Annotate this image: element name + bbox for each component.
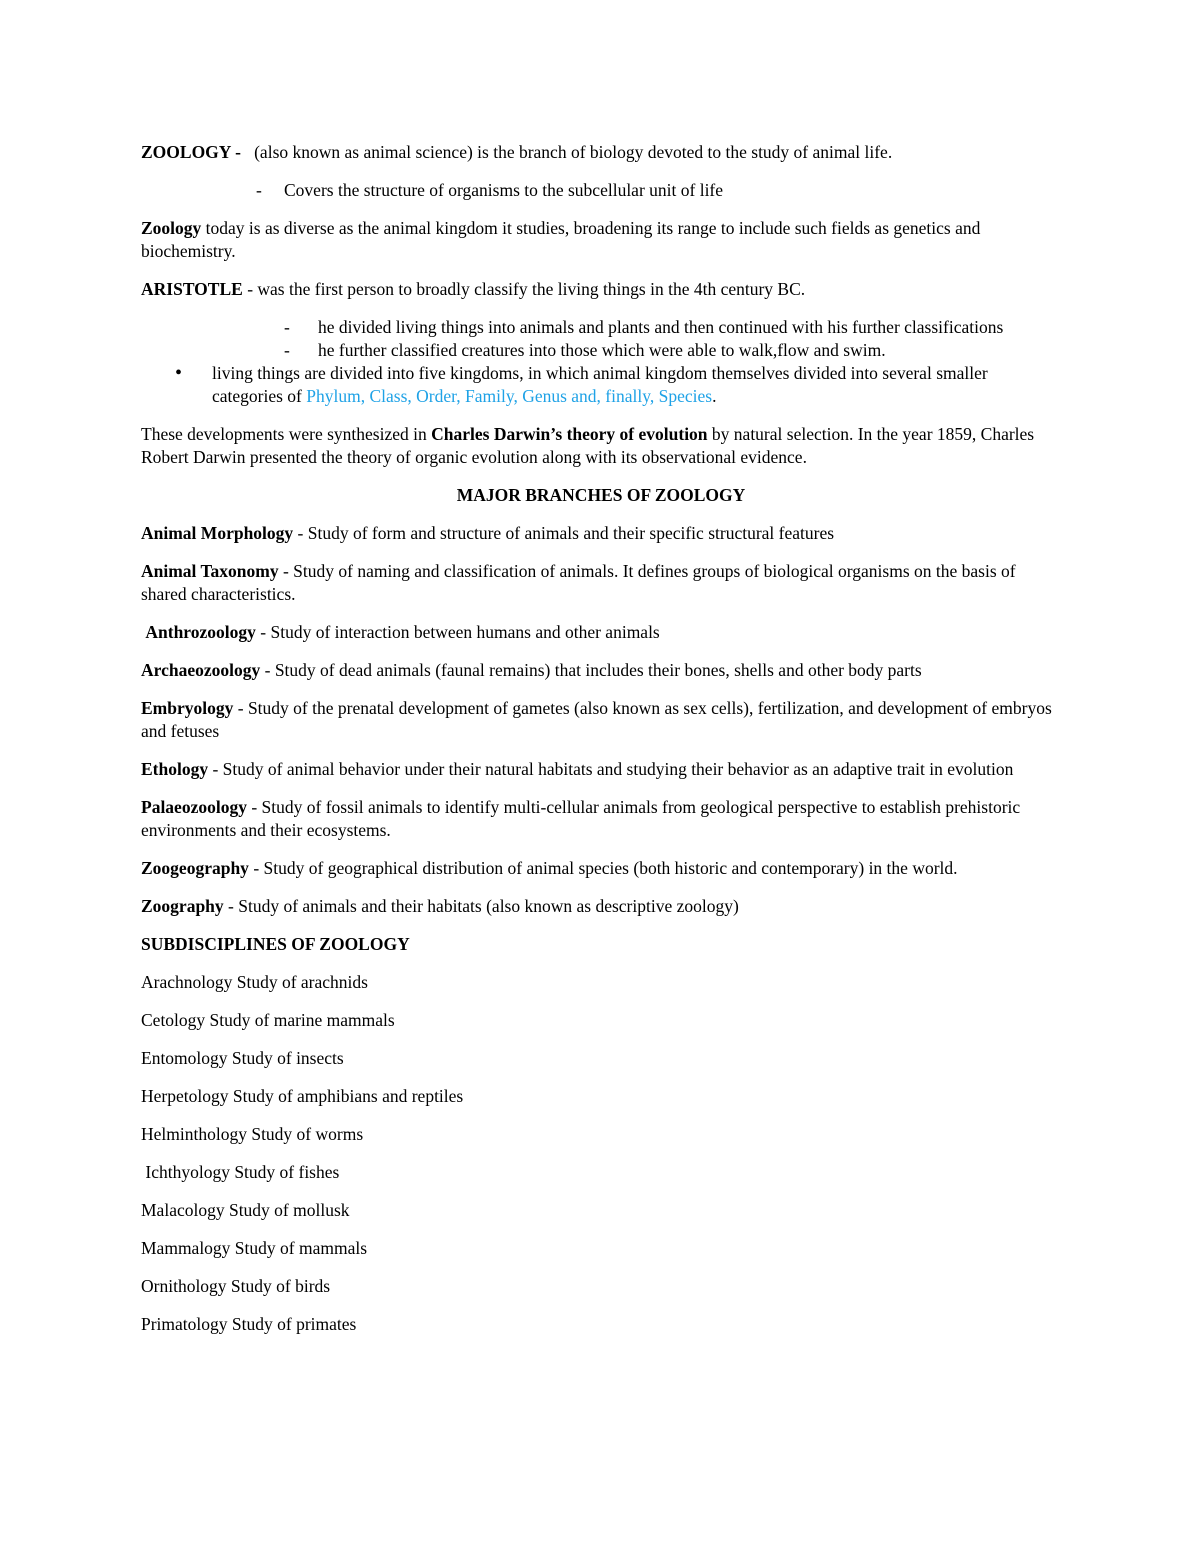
branch-term: Zoography xyxy=(141,896,224,916)
subdiscipline-item: Herpetology Study of amphibians and reptiles xyxy=(141,1086,464,1106)
subdiscipline-item: Entomology Study of insects xyxy=(141,1048,344,1068)
subdiscipline-item: Primatology Study of primates xyxy=(141,1314,357,1334)
aristotle-point-text: he divided living things into animals and plants and then continued with his further classifications xyxy=(318,317,1004,337)
zoology-term: ZOOLOGY - xyxy=(141,142,241,162)
aristotle-point xyxy=(284,316,1061,339)
bullet-text: living things are divided into five kingdoms, in which animal kingdom themselves divided into several smaller categories of xyxy=(212,363,988,406)
branch-term: Ethology xyxy=(141,759,209,779)
branch-text: - Study of form and structure of animals and their specific structural features xyxy=(297,523,835,543)
subdiscipline-text: Ichthyology Study of fishes xyxy=(145,1162,340,1182)
branch-term: Anthrozoology xyxy=(145,622,256,642)
branch-item xyxy=(141,758,1061,781)
kingdom-bullet xyxy=(141,362,1061,408)
branch-text: - Study of the prenatal development of gametes (also known as sex cells), fertilization, and development of embryos and fetuses xyxy=(141,698,1052,741)
branch-text: - Study of naming and classification of animals. It defines groups of biological organisms on the basis of shared characteristics. xyxy=(141,561,1016,604)
branch-term: Animal Taxonomy xyxy=(141,561,279,581)
branch-term: Zoogeography xyxy=(141,858,249,878)
darwin-pre: These developments were synthesized in xyxy=(141,424,427,444)
branch-term: Archaeozoology xyxy=(141,660,261,680)
subdisciplines-list xyxy=(141,971,1061,1336)
subdiscipline-item: Helminthology Study of worms xyxy=(141,1124,364,1144)
aristotle-term: ARISTOTLE xyxy=(141,279,243,299)
branch-term: Palaeozoology xyxy=(141,797,247,817)
branch-text: - Study of dead animals (faunal remains) that includes their bones, shells and other body parts xyxy=(264,660,922,680)
branch-term: Animal Morphology xyxy=(141,523,294,543)
taxonomy-ranks: Phylum, Class, Order, Family, Genus and, finally, Species xyxy=(306,386,713,406)
aristotle-point xyxy=(284,339,1061,362)
branch-term: Embryology xyxy=(141,698,234,718)
branch-text: - Study of geographical distribution of animal species (both historic and contemporary) in the world. xyxy=(253,858,958,878)
dash-item-text: Covers the structure of organisms to the subcellular unit of life xyxy=(284,180,724,200)
darwin-paragraph xyxy=(141,423,1061,469)
bullet-end: . xyxy=(712,386,717,406)
branch-item xyxy=(141,621,1061,644)
subdiscipline-item: Ornithology Study of birds xyxy=(141,1276,331,1296)
branch-text: - Study of animals and their habitats (also known as descriptive zoology) xyxy=(228,896,739,916)
branch-item xyxy=(141,796,1061,842)
zoology-def-text: (also known as animal science) is the branch of biology devoted to the study of animal life. xyxy=(254,142,893,162)
branch-item xyxy=(141,560,1061,606)
subdiscipline-item: Arachnology Study of arachnids xyxy=(141,972,368,992)
zoology-today-text: today is as diverse as the animal kingdom it studies, broadening its range to include such fields as genetics and biochemistry. xyxy=(141,218,981,261)
branch-item xyxy=(141,522,1061,545)
dash-marker: - xyxy=(284,340,290,360)
branches-heading-text: MAJOR BRANCHES OF ZOOLOGY xyxy=(456,485,746,505)
branch-text: - Study of fossil animals to identify multi-cellular animals from geological perspective to establish prehistoric environments and their ecosystems. xyxy=(141,797,1021,840)
zoology-definition xyxy=(141,141,1061,164)
subdisciplines-heading-text: SUBDISCIPLINES OF ZOOLOGY xyxy=(141,934,410,954)
branch-item xyxy=(141,895,1061,918)
branch-text: - Study of interaction between humans and other animals xyxy=(260,622,660,642)
branch-item xyxy=(141,697,1061,743)
branches-heading xyxy=(141,484,1061,507)
dash-marker: - xyxy=(256,180,262,200)
darwin-bold: Charles Darwin’s theory of evolution xyxy=(431,424,708,444)
document-body xyxy=(141,141,1061,1351)
dash-marker: - xyxy=(284,317,290,337)
aristotle-text: - was the first person to broadly classify the living things in the 4th century BC. xyxy=(247,279,806,299)
subdiscipline-item xyxy=(141,1161,1061,1184)
darwin-post: by natural selection. In the year 1859, Charles Robert Darwin presented the theory of organic evolution along with its observational evidence. xyxy=(141,424,1035,467)
subdisciplines-heading xyxy=(141,933,1061,956)
dash-list-item xyxy=(256,179,1061,202)
subdiscipline-item: Mammalogy Study of mammals xyxy=(141,1238,368,1258)
aristotle-point-text: he further classified creatures into those which were able to walk,flow and swim. xyxy=(318,340,886,360)
zoology-today-term: Zoology xyxy=(141,218,202,238)
branch-item xyxy=(141,659,1061,682)
branch-text: - Study of animal behavior under their natural habitats and studying their behavior as an adaptive trait in evolution xyxy=(212,759,1014,779)
bullet-icon: • xyxy=(175,362,183,384)
aristotle-paragraph xyxy=(141,278,1061,301)
zoology-today-paragraph xyxy=(141,217,1061,263)
branch-item xyxy=(141,857,1061,880)
subdiscipline-item: Malacology Study of mollusk xyxy=(141,1200,350,1220)
subdiscipline-item: Cetology Study of marine mammals xyxy=(141,1010,395,1030)
